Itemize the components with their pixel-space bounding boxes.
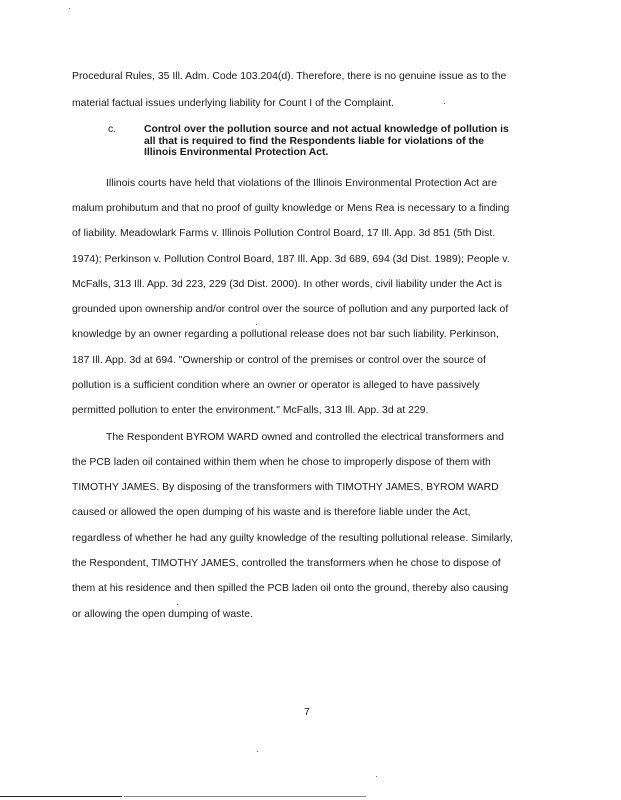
section-heading xyxy=(144,124,544,159)
paragraph-3-line: the PCB laden oil contained within them when he chose to improperly dispose of them with xyxy=(72,457,491,468)
paragraph-3-line: the Respondent, TIMOTHY JAMES, controlled the transformers when he chose to dispose of xyxy=(72,558,501,569)
scan-speck xyxy=(256,324,257,325)
scan-speck xyxy=(444,103,445,104)
paragraph-2-line: Illinois courts have held that violations of the Illinois Environmental Protection Act are xyxy=(106,178,498,189)
paragraph-2-line: knowledge by an owner regarding a pollutional release does not bar such liability. Perkinson, xyxy=(72,329,499,340)
scan-speck xyxy=(257,751,258,752)
paragraph-3-line: or allowing the open dumping of waste. xyxy=(72,609,253,620)
paragraph-2-line: of liability. Meadowlark Farms v. Illinois Pollution Control Board, 17 Ill. App. 3d 851 (5th Dist. xyxy=(72,228,496,239)
section-heading-line: Illinois Environmental Protection Act. xyxy=(144,147,329,158)
paragraph-3-line: TIMOTHY JAMES. By disposing of the transformers with TIMOTHY JAMES, BYROM WARD xyxy=(72,482,499,493)
paragraph-3-line: The Respondent BYROM WARD owned and controlled the electrical transformers and xyxy=(106,432,504,443)
section-heading-line: all that is required to find the Respondents liable for violations of the xyxy=(144,135,485,147)
paragraph-3-line: regardless of whether he had any guilty knowledge of the resulting pollutional release. Similarly, xyxy=(72,533,513,544)
scan-speck xyxy=(69,8,70,9)
paragraph-2-line: 1974); Perkinson v. Pollution Control Board, 187 Ill. App. 3d 689, 694 (3d Dist. 1989); People v. xyxy=(72,254,510,265)
paragraph-3-line: caused or allowed the open dumping of his waste and is therefore liable under the Act, xyxy=(72,507,471,518)
section-heading-line: Control over the pollution source and not actual knowledge of pollution is xyxy=(144,124,509,135)
scan-speck xyxy=(376,776,377,777)
paragraph-1-line: Procedural Rules, 35 Ill. Adm. Code 103.204(d). Therefore, there is no genuine issue as to the xyxy=(72,71,507,82)
paragraph-2-line: pollution is a sufficient condition where an owner or operator is alleged to have passively xyxy=(72,380,480,391)
scan-edge-rule xyxy=(124,796,366,797)
scan-speck xyxy=(177,604,178,605)
paragraph-1-line: material factual issues underlying liability for Count I of the Complaint. xyxy=(72,98,395,109)
paragraph-3-line: them at his residence and then spilled the PCB laden oil onto the ground, thereby also causing xyxy=(72,583,509,594)
paragraph-2-line: malum prohibutum and that no proof of guilty knowledge or Mens Rea is necessary to a finding xyxy=(72,203,510,214)
section-letter: c. xyxy=(108,124,117,135)
paragraph-2-line: permitted pollution to enter the environment." McFalls, 313 Ill. App. 3d at 229. xyxy=(72,405,429,416)
scan-edge-rule xyxy=(0,796,122,797)
page-number: 7 xyxy=(304,707,310,718)
paragraph-2-line: McFalls, 313 Ill. App. 3d 223, 229 (3d Dist. 2000). In other words, civil liability under the Act is xyxy=(72,279,502,290)
paragraph-2-line: 187 Ill. App. 3d at 694. "Ownership or control of the premises or control over the source of xyxy=(72,355,486,366)
paragraph-2-line: grounded upon ownership and/or control over the source of pollution and any purported lack of xyxy=(72,304,509,315)
